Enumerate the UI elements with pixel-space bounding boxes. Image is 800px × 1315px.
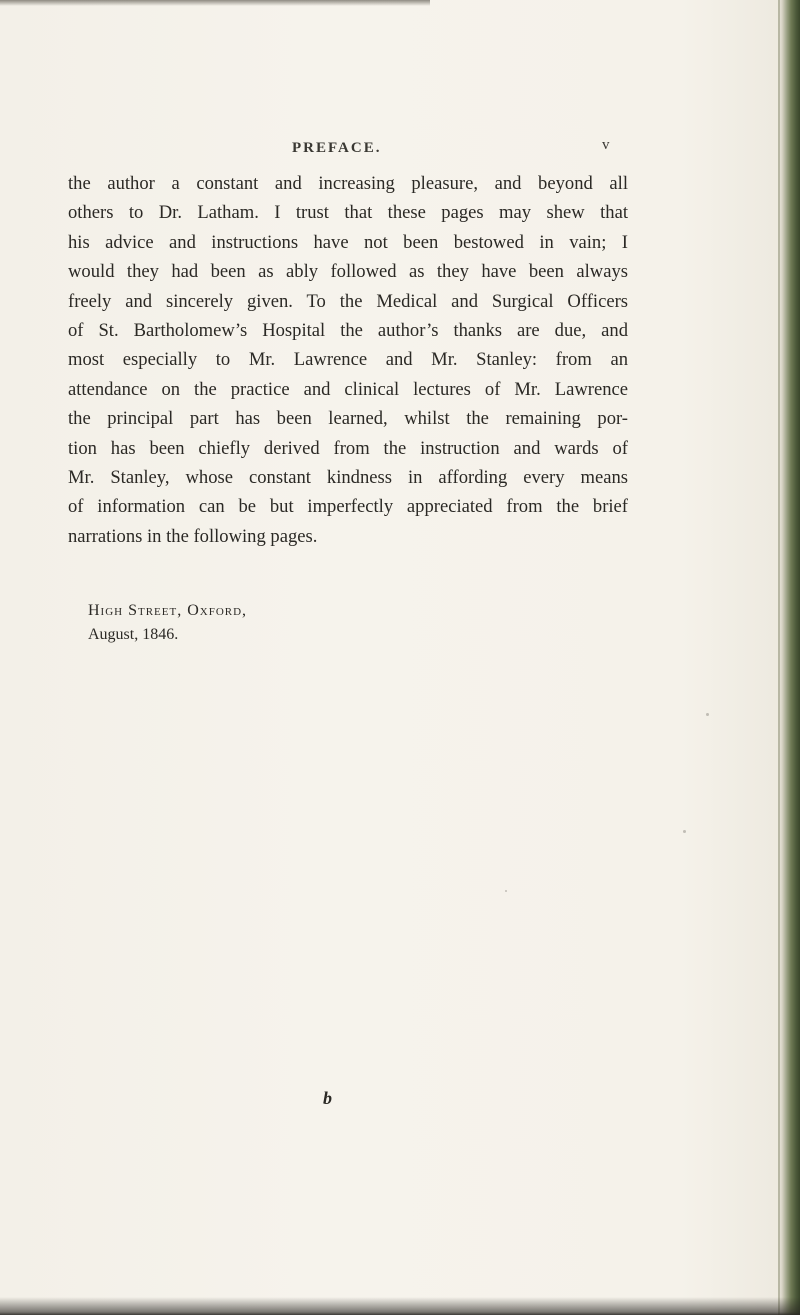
page-number: v xyxy=(602,137,610,153)
top-edge-shadow xyxy=(0,0,430,6)
preface-paragraph xyxy=(68,169,628,551)
text-line: Mr. Stanley, whose constant kindness in affording every means xyxy=(68,467,628,489)
text-line: the author a constant and increasing pleasure, and beyond all xyxy=(68,173,628,194)
text-line: would they had been as ably followed as they have been always xyxy=(68,261,628,283)
text-line: of St. Bartholomew’s Hospital the author’s thanks are due, and xyxy=(68,320,628,342)
text-line: tion has been chiefly derived from the instruction and wards of xyxy=(68,437,628,459)
printer-signature-mark: b xyxy=(323,1088,332,1108)
text-line: freely and sincerely given. To the Medical and Surgical Officers xyxy=(68,290,628,312)
text-line: of information can be but imperfectly appreciated from the brief xyxy=(68,496,628,518)
page-edge-line xyxy=(778,0,780,1315)
paper-speck xyxy=(706,713,709,716)
signature-block xyxy=(88,599,247,647)
running-head xyxy=(0,137,800,164)
book-spine-edge xyxy=(778,0,800,1315)
signature-place: High Street, Oxford, xyxy=(88,602,248,619)
text-line: attendance on the practice and clinical lectures of Mr. Lawrence xyxy=(68,378,628,400)
text-line: most especially to Mr. Lawrence and Mr. Stanley: from an xyxy=(68,349,628,371)
running-title: PREFACE. xyxy=(292,140,382,156)
signature-date: August, 1846. xyxy=(88,626,179,643)
paper-speck xyxy=(683,830,686,833)
bottom-edge-shadow xyxy=(0,1297,800,1315)
paper-speck xyxy=(505,890,507,892)
text-line: the principal part has been learned, whilst the remaining por- xyxy=(68,408,628,430)
text-line: others to Dr. Latham. I trust that these pages may shew that xyxy=(68,202,628,224)
text-line: narrations in the following pages. xyxy=(68,525,318,547)
text-line: his advice and instructions have not been bestowed in vain; I xyxy=(68,231,628,253)
